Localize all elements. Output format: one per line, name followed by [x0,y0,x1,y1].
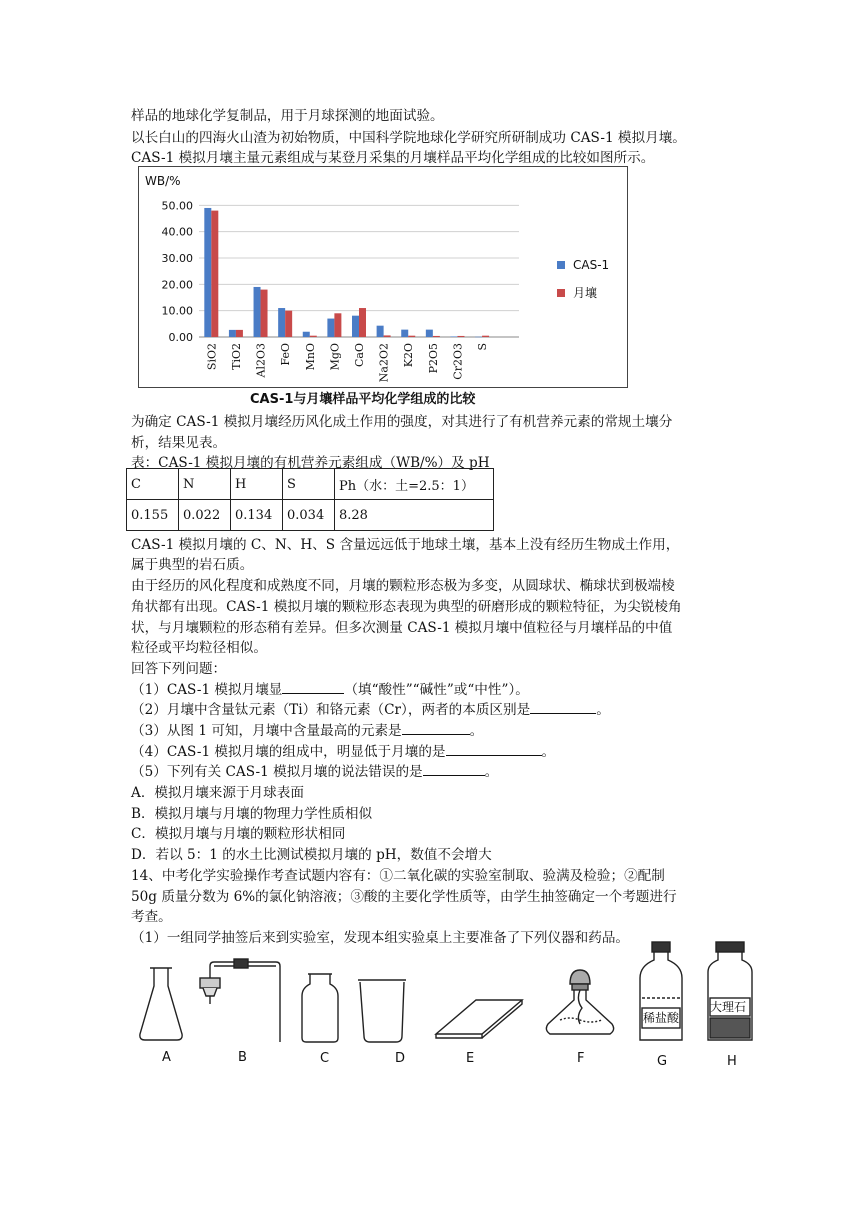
x-tick-label: P2O5 [426,343,440,374]
bar-CAS-1-TiO2 [229,330,236,337]
question-2-stem: （2）月壤中含量钛元素（Ti）和铬元素（Cr），两者的本质区别是 [131,702,531,718]
y-tick-label: 50.00 [161,199,193,213]
equipment-label-h: H [727,1054,737,1069]
question-5-stem: （5）下列有关 CAS-1 模拟月壤的说法错误的是 [131,764,423,780]
legend-swatch [557,289,565,297]
para3-line-1: CAS-1 模拟月壤的 C、N、H、S 含量远远低于地球土壤，基本上没有经历生物成土作用， [131,537,680,553]
q14-line-2: 50g 质量分数为 6%的氯化钠溶液；③酸的主要化学性质等，由学生抽签确定一个考题进行 [131,889,677,905]
bar-CAS-1-CaO [352,316,359,337]
bar-CAS-1-P2O5 [426,330,433,337]
marble-jar-label: 大理石 [710,1000,747,1014]
legend-label: 月壤 [573,286,598,300]
answer-blank-3[interactable] [402,720,470,735]
para2-line-2: 析，结果见表。 [131,435,227,451]
lab-equipment-figure [130,938,760,1048]
bar-月壤-FeO [285,311,292,337]
x-tick-label: Al2O3 [254,343,268,378]
alcohol-lamp-icon [546,970,613,1034]
bar-月壤-Cr2O3 [457,336,464,337]
question-3-tail: 。 [469,723,484,739]
y-axis-label: WB/% [145,174,181,188]
intro-line-3: CAS-1 模拟月壤主量元素组成与某登月采集的月壤样品平均化学组成的比较如图所示。 [131,150,655,166]
equipment-label-g: G [657,1054,668,1069]
bar-CAS-1-S [475,337,482,338]
question-4 [131,740,555,760]
question-1-stem: （1）CAS-1 模拟月壤显 [131,682,283,698]
bar-CAS-1-Cr2O3 [450,336,457,337]
table-cell: 0.134 [231,500,283,531]
answer-blank-5[interactable] [423,761,485,776]
equipment-label-c: C [320,1051,330,1066]
question-4-stem: （4）CAS-1 模拟月壤的组成中，明显低于月壤的是 [131,744,446,760]
q14-line-1: 14、中考化学实验操作考查试题内容有：①二氧化碳的实验室制取、验满及检验；②配制 [131,868,665,884]
question-1 [131,678,529,698]
y-tick-label: 0.00 [168,331,193,344]
bar-月壤-Al2O3 [261,290,268,337]
y-tick-label: 10.00 [161,304,193,318]
bar-chart [139,167,627,387]
option-a: A．模拟月壤来源于月球表面 [131,785,304,801]
x-tick-label: MnO [303,343,317,371]
intro-line-1: 样品的地球化学复制品，用于月球探测的地面试验。 [131,108,444,124]
equipment-label-d: D [395,1051,406,1066]
x-tick-label: Cr2O3 [451,343,465,380]
table-header-cell: C [127,469,179,500]
question-5-tail: 。 [484,764,499,780]
table-row [127,500,494,531]
para2-line-1: 为确定 CAS-1 模拟月壤经历风化成土作用的强度，对其进行了有机营养元素的常规土壤分 [131,414,673,430]
equipment-label-f: F [577,1051,585,1066]
option-b: B．模拟月壤与月壤的物理力学性质相似 [131,806,373,822]
answer-blank-1[interactable] [282,679,344,694]
table-row [127,469,494,500]
para3-line-2: 属于典型的岩石质。 [131,557,254,573]
equipment-label-e: E [466,1051,475,1066]
equipment-label-a: A [162,1050,171,1065]
bar-月壤-CaO [359,308,366,337]
table-header-cell: Ph（水：土=2.5：1） [335,469,494,500]
option-d: D．若以 5：1 的水土比测试模拟月壤的 pH，数值不会增大 [131,847,492,863]
table-cell: 8.28 [335,500,494,531]
x-tick-label: CaO [353,343,366,367]
question-4-tail: 。 [541,744,556,760]
x-tick-label: FeO [279,343,293,366]
bar-CAS-1-FeO [278,308,285,337]
gas-bottle-icon [302,974,338,1042]
y-tick-label: 20.00 [161,278,193,292]
bar-月壤-MgO [334,313,341,337]
para3-line-5: 状，与月壤颗粒的形态稍有差异。但多次测量 CAS-1 模拟月壤中值粒径与月壤样品的中值 [131,620,673,636]
q14-line-4: （1）一组同学抽签后来到实验室，发现本组实验桌上主要准备了下列仪器和药品。 [131,930,630,946]
bar-CAS-1-SiO2 [204,208,211,337]
question-1-tail: （填“酸性”“碱性”或“中性”）。 [344,682,529,698]
legend-swatch [557,261,565,269]
bar-CAS-1-Na2O2 [377,326,384,337]
intro-line-2: 以长白山的四海火山渣为初始物质，中国科学院地球化学研究所研制成功 CAS-1 模拟月壤。 [131,130,686,146]
chart-title: CAS-1与月壤样品平均化学组成的比较 [250,392,476,407]
bar-月壤-TiO2 [236,330,243,337]
x-tick-label: SiO2 [205,343,219,371]
bar-CAS-1-Al2O3 [254,287,261,337]
y-tick-label: 30.00 [161,252,193,265]
bar-CAS-1-K2O [401,330,408,337]
q14-line-3: 考查。 [131,909,172,925]
para3-line-3: 由于经历的风化程度和成熟度不同，月壤的颗粒形态极为多变，从圆球状、椭球状到极端棱 [131,578,675,594]
chart-frame [138,166,628,388]
marble-jar-icon [708,942,752,1040]
x-tick-label: Na2O2 [377,343,391,383]
conical-flask-icon [140,968,182,1040]
para3-line-6: 粒径或平均粒径相似。 [131,640,267,656]
acid-bottle-label: 稀盐酸 [643,1011,680,1025]
para3-line-4: 角状都有出现。CAS-1 模拟月壤的颗粒形态表现为典型的研磨形成的颗粒特征，为尖锐棱角 [131,599,682,615]
bar-月壤-Na2O2 [384,335,391,337]
table-header-cell: S [283,469,335,500]
bar-月壤-P2O5 [433,336,440,337]
bar-CAS-1-MnO [303,332,310,337]
answer-blank-2[interactable] [530,699,596,714]
bar-月壤-S [482,336,489,337]
question-2-tail: 。 [596,702,610,718]
bar-月壤-SiO2 [211,211,218,337]
delivery-tube-icon [200,959,280,1042]
question-2 [131,698,610,718]
bar-月壤-MnO [310,336,317,337]
beaker-icon [358,980,406,1042]
x-tick-label: K2O [402,343,416,368]
x-tick-label: MgO [328,343,342,371]
question-5 [131,760,498,780]
x-tick-label: TiO2 [229,343,243,370]
bar-CAS-1-MgO [327,319,334,337]
x-tick-label: S [476,343,490,351]
table-header-cell: N [179,469,231,500]
question-3 [131,719,483,739]
legend-label: CAS-1 [573,258,610,272]
table-header-cell: H [231,469,283,500]
questions-intro: 回答下列问题： [131,661,227,677]
bar-月壤-K2O [408,336,415,337]
table-cell: 0.155 [127,500,179,531]
table-cell: 0.022 [179,500,231,531]
nutrient-table [126,468,494,531]
option-c: C．模拟月壤与月壤的颗粒形状相同 [131,826,346,842]
question-3-stem: （3）从图 1 可知，月壤中含量最高的元素是 [131,723,402,739]
y-tick-label: 40.00 [161,225,193,239]
answer-blank-4[interactable] [446,741,542,756]
table-cell: 0.034 [283,500,335,531]
table-title: 表：CAS-1 模拟月壤的有机营养元素组成（WB/%）及 pH [131,455,490,471]
glass-plate-icon [436,1000,522,1038]
equipment-label-b: B [238,1050,247,1065]
